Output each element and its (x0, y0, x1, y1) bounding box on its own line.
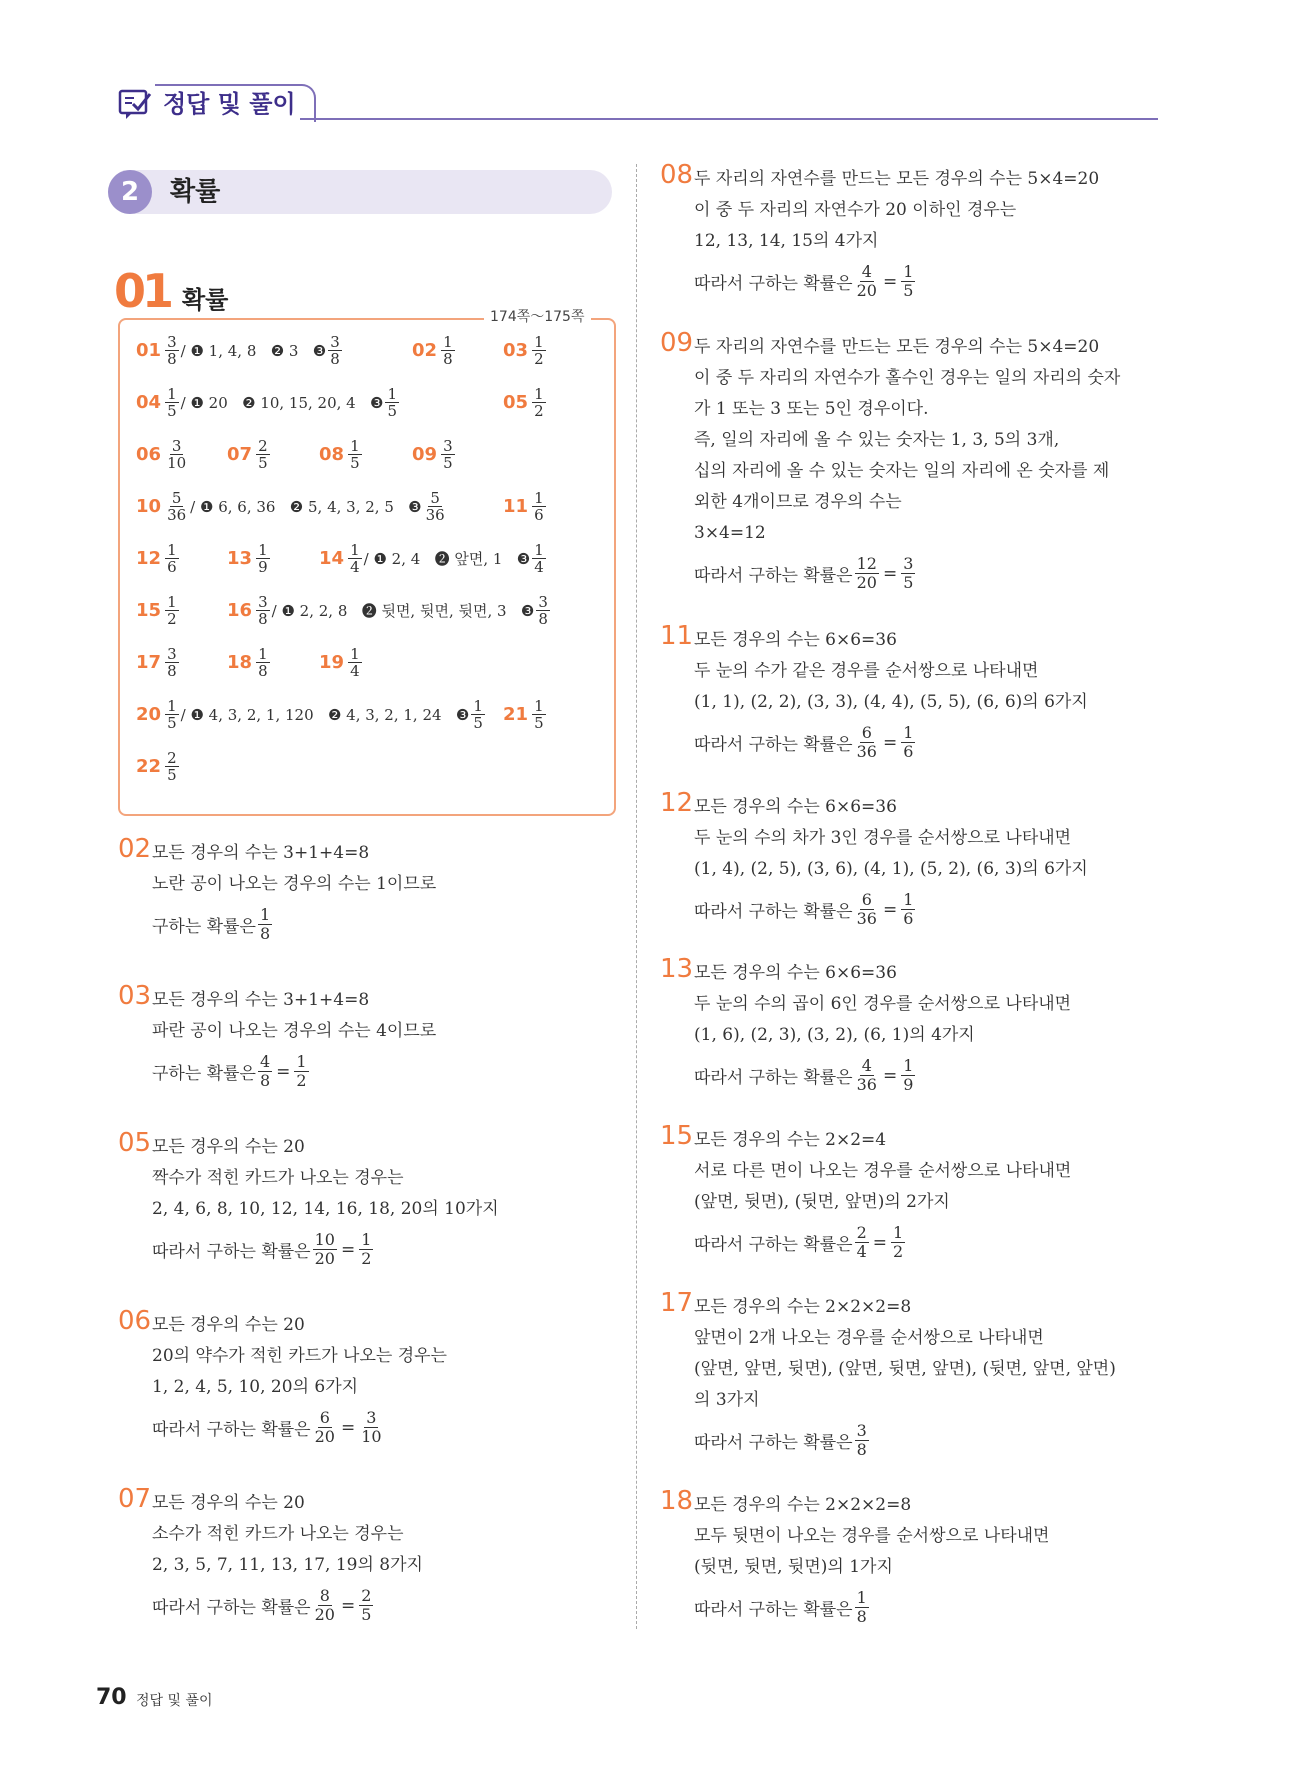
solution-line: 모든 경우의 수는 6×6=36 (694, 797, 897, 817)
solution-line: 모든 경우의 수는 6×6=36 (694, 963, 897, 983)
solution-line: 12, 13, 14, 15의 4가지 (694, 231, 879, 251)
answer-fraction: $\frac{1}{2}$ (534, 385, 544, 420)
solution-line: 모든 경우의 수는 20 (152, 1137, 305, 1157)
solution-number: 06 (118, 1306, 152, 1336)
answer-step-3-fraction: $\frac{1}{5}$ (387, 385, 398, 420)
solution-line: (1, 1), (2, 2), (3, 3), (4, 4), (5, 5), (6, 6)의 6가지 (694, 692, 1088, 712)
answer-15 (136, 594, 181, 627)
solution-line: 두 눈의 수의 차가 3인 경우를 순서쌍으로 나타내면 (694, 828, 1072, 848)
answer-fraction: $\frac{1}{4}$ (350, 541, 360, 576)
answer-number: 08 (319, 444, 345, 465)
solution-number: 12 (660, 788, 694, 818)
answer-number: 01 (136, 340, 162, 361)
answer-fraction: $\frac{1}{5}$ (350, 437, 360, 472)
solution-03 (118, 981, 588, 1090)
solution-13 (660, 954, 1130, 1094)
solution-line: 2, 4, 6, 8, 10, 12, 14, 16, 18, 20의 10가지 (152, 1199, 499, 1219)
solution-line: 두 자리의 자연수를 만드는 모든 경우의 수는 5×4=20 (694, 169, 1100, 189)
solution-line: 두 눈의 수가 같은 경우를 순서쌍으로 나타내면 (694, 661, 1039, 681)
solution-line: 가 1 또는 3 또는 5인 경우이다. (694, 399, 929, 419)
solution-line: 두 눈의 수의 곱이 6인 경우를 순서쌍으로 나타내면 (694, 994, 1072, 1014)
solution-08 (660, 160, 1130, 300)
solution-line: 20의 약수가 적힌 카드가 나오는 경우는 (152, 1346, 447, 1366)
solution-number: 03 (118, 981, 152, 1011)
answer-step-3-fraction: $\frac{1}{4}$ (534, 541, 544, 576)
answer-number: 05 (503, 392, 529, 413)
answer-13 (227, 542, 272, 575)
answer-04 (136, 386, 401, 419)
solution-line: (1, 4), (2, 5), (3, 6), (4, 1), (5, 2), (6, 3)의 6가지 (694, 859, 1088, 879)
answer-step-2: ❷ 5, 4, 3, 2, 5 (289, 497, 394, 516)
answer-step-3-fraction: $\frac{3}{8}$ (330, 333, 340, 368)
topic-title: 확률 (182, 286, 229, 314)
solution-number: 15 (660, 1121, 694, 1151)
answer-01 (136, 334, 344, 367)
answer-11 (503, 490, 548, 523)
solution-line: (1, 6), (2, 3), (3, 2), (6, 1)의 4가지 (694, 1025, 975, 1045)
answer-fraction: $\frac{3}{8}$ (167, 645, 177, 680)
answer-separator: / (190, 497, 196, 516)
answer-fraction: $\frac{1}{2}$ (534, 333, 544, 368)
answer-number: 20 (136, 704, 162, 725)
solution-number: 05 (118, 1128, 152, 1158)
solution-result: 따라서 구하는 확률은 $\frac{1}{8}$ (694, 1588, 867, 1626)
solution-15 (660, 1121, 1130, 1261)
solution-result: 구하는 확률은 $\frac{1}{8}$ (152, 905, 271, 943)
solution-line: 두 자리의 자연수를 만드는 모든 경우의 수는 5×4=20 (694, 337, 1100, 357)
solution-line: 모든 경우의 수는 20 (152, 1493, 305, 1513)
answer-step-1: ❶ 1, 4, 8 (190, 341, 257, 360)
answer-number: 12 (136, 548, 162, 569)
answer-fraction: $\frac{2}{5}$ (167, 749, 177, 784)
answer-step-3: ❸ (370, 393, 384, 412)
answer-number: 15 (136, 600, 162, 621)
answer-step-3-fraction: $\frac{5}{36}$ (425, 489, 445, 524)
solution-result: 따라서 구하는 확률은 $\frac{4}{20}$ = $\frac{1}{5}$ (694, 262, 914, 300)
answer-02 (412, 334, 457, 367)
solution-result: 따라서 구하는 확률은 $\frac{6}{36}$ = $\frac{1}{6}$ (694, 890, 914, 928)
solution-line: 모든 경우의 수는 3+1+4=8 (152, 843, 370, 863)
header-title: 정답 및 풀이 (155, 84, 316, 122)
column-divider (636, 164, 637, 1629)
answer-step-1: ❶ 2, 4 (373, 549, 421, 568)
solution-line: 의 3가지 (694, 1390, 760, 1410)
solution-line: 십의 자리에 올 수 있는 숫자는 일의 자리에 온 숫자를 제 (694, 461, 1110, 481)
solution-line: (앞면, 뒷면), (뒷면, 앞면)의 2가지 (694, 1192, 950, 1212)
solution-07 (118, 1484, 588, 1624)
solution-result: 따라서 구하는 확률은 $\frac{6}{36}$ = $\frac{1}{6}$ (694, 723, 914, 761)
answer-17 (136, 646, 181, 679)
solution-number: 08 (660, 160, 694, 190)
answer-step-3: ❸ (455, 705, 470, 724)
header-rule (300, 118, 1158, 120)
solution-line: (앞면, 앞면, 뒷면), (앞면, 뒷면, 앞면), (뒷면, 앞면, 앞면) (694, 1359, 1116, 1379)
answer-fraction: $\frac{1}{8}$ (258, 645, 268, 680)
solution-line: 모든 경우의 수는 2×2×2=8 (694, 1297, 912, 1317)
section-number: 2 (108, 170, 152, 214)
page-range: 174쪽～175쪽 (484, 306, 591, 326)
answer-number: 13 (227, 548, 253, 569)
solution-result: 따라서 구하는 확률은 $\frac{4}{36}$ = $\frac{1}{9}$ (694, 1056, 914, 1094)
solution-line: 1, 2, 4, 5, 10, 20의 6가지 (152, 1377, 359, 1397)
answer-separator: / (180, 341, 186, 360)
solution-18 (660, 1486, 1130, 1626)
answer-step-2: ❷ 뒷면, 뒷면, 뒷면, 3 (361, 602, 507, 620)
answer-fraction: $\frac{1}{5}$ (167, 697, 177, 732)
solution-line: 앞면이 2개 나오는 경우를 순서쌍으로 나타내면 (694, 1328, 1044, 1348)
answer-fraction: $\frac{1}{4}$ (350, 645, 360, 680)
solution-line: 2, 3, 5, 7, 11, 13, 17, 19의 8가지 (152, 1555, 423, 1575)
solution-result: 따라서 구하는 확률은 $\frac{2}{4}$ = $\frac{1}{2}$ (694, 1223, 904, 1261)
solution-line: 파란 공이 나오는 경우의 수는 4이므로 (152, 1021, 437, 1041)
footer-title: 정답 및 풀이 (136, 1693, 213, 1709)
solution-line: 노란 공이 나오는 경우의 수는 1이므로 (152, 874, 437, 894)
answer-05 (503, 386, 548, 419)
answer-step-3: ❸ (312, 341, 327, 360)
solution-line: 즉, 일의 자리에 올 수 있는 숫자는 1, 3, 5의 3개, (694, 430, 1060, 450)
answer-03 (503, 334, 548, 367)
answer-number: 21 (503, 704, 529, 725)
answer-fraction: $\frac{1}{2}$ (167, 593, 177, 628)
solution-06 (118, 1306, 588, 1446)
solution-line: 짝수가 적힌 카드가 나오는 경우는 (152, 1168, 404, 1188)
answer-20 (136, 698, 487, 731)
page-number: 70 (96, 1685, 127, 1710)
solution-number: 07 (118, 1484, 152, 1514)
answer-note-icon (118, 88, 152, 120)
solution-line: 이 중 두 자리의 자연수가 홀수인 경우는 일의 자리의 숫자 (694, 368, 1121, 388)
solution-result: 따라서 구하는 확률은 $\frac{12}{20}$ = $\frac{3}{5}$ (694, 554, 914, 592)
answer-12 (136, 542, 181, 575)
solution-02 (118, 834, 588, 943)
solution-result: 따라서 구하는 확률은 $\frac{8}{20}$ = $\frac{2}{5}$ (152, 1586, 372, 1624)
solution-12 (660, 788, 1130, 928)
answer-step-2: ❷ 4, 3, 2, 1, 24 (327, 705, 442, 724)
answer-06 (136, 438, 190, 471)
answer-number: 22 (136, 756, 162, 777)
answer-number: 17 (136, 652, 162, 673)
answer-fraction: $\frac{1}{9}$ (258, 541, 268, 576)
solution-line: 외한 4개이므로 경우의 수는 (694, 492, 902, 512)
answer-separator: / (180, 393, 186, 412)
solution-line: 모든 경우의 수는 2×2×2=8 (694, 1495, 912, 1515)
answer-21 (503, 698, 548, 731)
solution-17 (660, 1288, 1130, 1459)
answer-step-3-fraction: $\frac{3}{8}$ (538, 593, 548, 628)
answer-number: 07 (227, 444, 253, 465)
solution-result: 따라서 구하는 확률은 $\frac{3}{8}$ (694, 1421, 867, 1459)
answer-19 (319, 646, 364, 679)
answer-step-2: ❷ 10, 15, 20, 4 (242, 393, 356, 412)
answer-fraction: $\frac{2}{5}$ (258, 437, 268, 472)
answer-number: 16 (227, 600, 253, 621)
answer-separator: / (271, 601, 277, 620)
answer-step-2: ❷ 앞면, 1 (434, 550, 503, 568)
solution-09 (660, 328, 1130, 592)
solution-05 (118, 1128, 588, 1268)
answer-number: 04 (136, 392, 162, 413)
answer-number: 10 (136, 496, 162, 517)
topic-number: 01 (114, 264, 171, 318)
solution-number: 18 (660, 1486, 694, 1516)
answer-step-3: ❸ (516, 549, 531, 568)
solution-result: 따라서 구하는 확률은 $\frac{10}{20}$ = $\frac{1}{2}$ (152, 1230, 372, 1268)
answer-step-2: ❷ 3 (270, 341, 299, 360)
answer-step-3: ❸ (520, 601, 535, 620)
answer-number: 11 (503, 496, 529, 517)
answer-number: 18 (227, 652, 253, 673)
solution-line: 3×4=12 (694, 523, 766, 543)
answer-step-1: ❶ 4, 3, 2, 1, 120 (190, 705, 314, 724)
solution-result: 따라서 구하는 확률은 $\frac{6}{20}$ = $\frac{3}{10}$ (152, 1408, 382, 1446)
answer-step-1: ❶ 20 (190, 393, 228, 412)
section-title: 확률 (170, 177, 221, 207)
answer-separator: / (180, 705, 186, 724)
answer-number: 06 (136, 444, 162, 465)
answer-09 (412, 438, 457, 471)
solution-line: 소수가 적힌 카드가 나오는 경우는 (152, 1524, 404, 1544)
answer-fraction: $\frac{5}{36}$ (167, 489, 187, 524)
answer-step-1: ❶ 2, 2, 8 (281, 601, 348, 620)
answer-fraction: $\frac{1}{8}$ (443, 333, 453, 368)
answer-number: 14 (319, 548, 345, 569)
answer-fraction: $\frac{3}{8}$ (167, 333, 177, 368)
answer-fraction: $\frac{3}{8}$ (258, 593, 268, 628)
solution-line: 모든 경우의 수는 6×6=36 (694, 630, 897, 650)
answer-fraction: $\frac{1}{5}$ (167, 385, 177, 420)
solution-line: (뒷면, 뒷면, 뒷면)의 1가지 (694, 1557, 893, 1577)
answer-10 (136, 490, 449, 523)
solution-result: 구하는 확률은 $\frac{4}{8}$ = $\frac{1}{2}$ (152, 1052, 307, 1090)
answer-18 (227, 646, 272, 679)
solution-line: 서로 다른 면이 나오는 경우를 순서쌍으로 나타내면 (694, 1161, 1072, 1181)
answer-separator: / (363, 549, 369, 568)
answer-fraction: $\frac{3}{5}$ (443, 437, 453, 472)
answer-fraction: $\frac{1}{6}$ (167, 541, 177, 576)
answer-07 (227, 438, 272, 471)
solution-number: 11 (660, 621, 694, 651)
solution-number: 09 (660, 328, 694, 358)
answer-fraction: $\frac{3}{10}$ (167, 437, 187, 472)
solution-line: 모두 뒷면이 나오는 경우를 순서쌍으로 나타내면 (694, 1526, 1050, 1546)
answer-fraction: $\frac{1}{5}$ (534, 697, 544, 732)
solution-line: 이 중 두 자리의 자연수가 20 이하인 경우는 (694, 200, 1017, 220)
answer-step-3: ❸ (408, 497, 422, 516)
answer-number: 09 (412, 444, 438, 465)
solution-line: 모든 경우의 수는 3+1+4=8 (152, 990, 370, 1010)
answer-number: 03 (503, 340, 529, 361)
answer-22 (136, 750, 181, 783)
answer-08 (319, 438, 364, 471)
solution-number: 13 (660, 954, 694, 984)
answer-14 (319, 542, 548, 575)
solution-number: 17 (660, 1288, 694, 1318)
solution-11 (660, 621, 1130, 761)
solution-line: 모든 경우의 수는 2×2=4 (694, 1130, 887, 1150)
solution-line: 모든 경우의 수는 20 (152, 1315, 305, 1335)
solution-number: 02 (118, 834, 152, 864)
answer-step-1: ❶ 6, 6, 36 (200, 497, 276, 516)
answer-fraction: $\frac{1}{6}$ (534, 489, 544, 524)
answer-step-3-fraction: $\frac{1}{5}$ (473, 697, 483, 732)
answer-number: 19 (319, 652, 345, 673)
answer-16 (227, 594, 552, 627)
answer-number: 02 (412, 340, 438, 361)
